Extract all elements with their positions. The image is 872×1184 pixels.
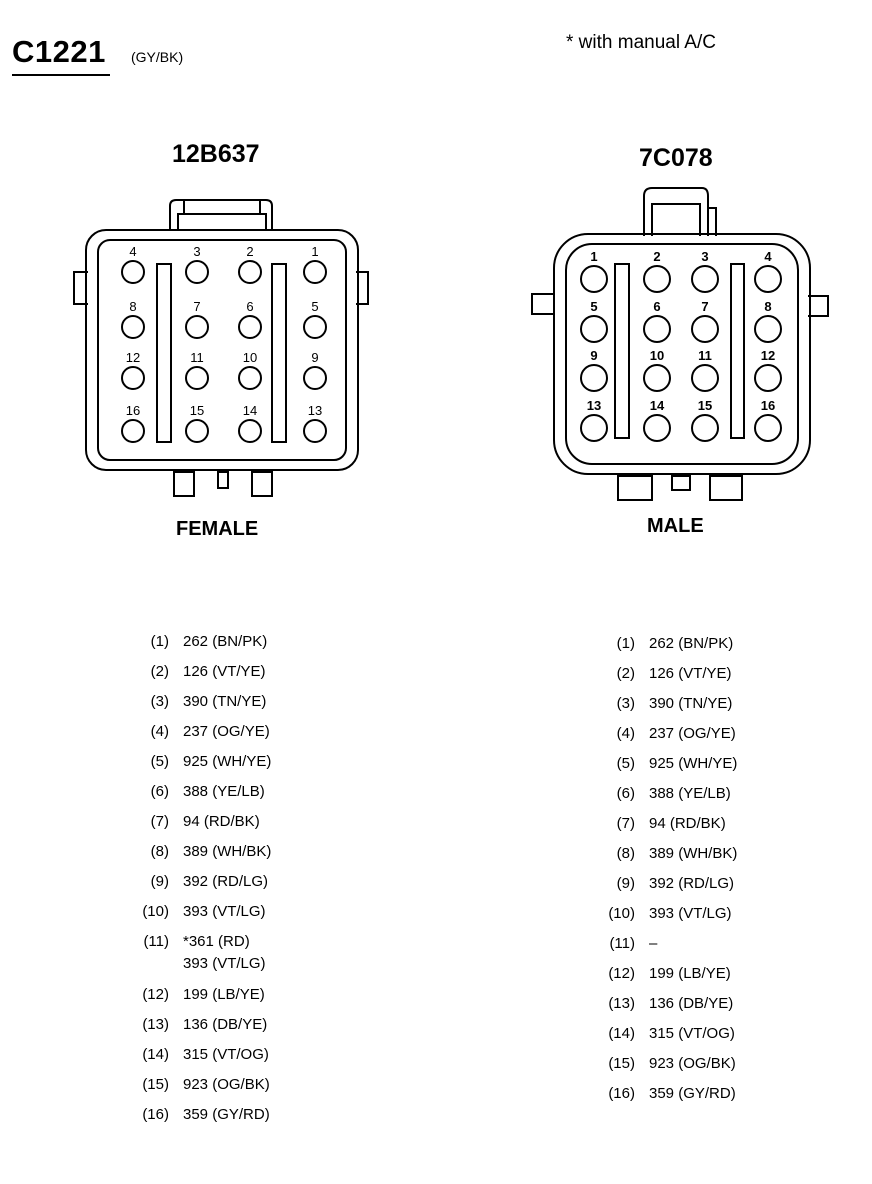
- pin-number: (9): [150, 873, 169, 890]
- male-left-ear: [532, 294, 554, 314]
- female-pin-label: 9: [311, 350, 319, 365]
- wire-circuit: [183, 661, 266, 683]
- wire-circuit: [649, 693, 732, 715]
- pin-number: (16): [142, 1106, 169, 1123]
- male-pin-cavity: [644, 415, 670, 441]
- male-pin-cavity: [581, 415, 607, 441]
- male-pin-cavity: [755, 316, 781, 342]
- male-pin-cavity: [581, 316, 607, 342]
- wire-circuit-line: 923 (OG/BK): [183, 1076, 270, 1093]
- pin-number: (16): [608, 1085, 635, 1102]
- wire-circuit: [649, 933, 657, 955]
- male-pin-label: 15: [697, 398, 713, 413]
- connector-color: (GY/BK): [131, 49, 184, 65]
- male-pin-label: 10: [649, 348, 665, 363]
- wire-circuit: [649, 903, 732, 925]
- female-pin-label: 16: [125, 403, 141, 418]
- pin-number: (14): [608, 1025, 635, 1042]
- wire-circuit-line: 388 (YE/LB): [183, 783, 265, 800]
- wire-circuit: [649, 993, 733, 1015]
- male-pin-cavity: [644, 266, 670, 292]
- male-pin-label: 7: [701, 299, 709, 314]
- female-pin-label: 4: [129, 244, 137, 259]
- wire-circuit: [649, 753, 737, 775]
- male-pin-label: 9: [590, 348, 598, 363]
- male-pin-label: 11: [698, 348, 712, 363]
- wire-circuit: [183, 751, 271, 773]
- wire-circuit: [183, 721, 270, 743]
- male-pin-cavity: [755, 365, 781, 391]
- connector-id: C1221: [12, 34, 106, 69]
- pin-number: (6): [150, 783, 169, 800]
- wire-circuit-line: 389 (WH/BK): [183, 843, 272, 860]
- wire-circuit-line: 923 (OG/BK): [649, 1055, 736, 1072]
- male-pin-label: 5: [590, 299, 598, 314]
- pin-number: (12): [608, 965, 635, 982]
- female-pin-label: 11: [190, 350, 204, 365]
- pin-number: (5): [150, 753, 169, 770]
- left-part-number: 12B637: [172, 140, 260, 168]
- wire-circuit-line: 136 (DB/YE): [649, 995, 734, 1012]
- wire-circuit-line: 359 (GY/RD): [649, 1085, 736, 1102]
- male-pin-label: 6: [653, 299, 661, 314]
- male-separator-left: [615, 264, 629, 438]
- wire-circuit-line: 126 (VT/YE): [649, 665, 732, 682]
- male-pin-label: 2: [653, 249, 661, 264]
- pin-number: (3): [150, 693, 169, 710]
- footnote: * with manual A/C: [566, 32, 716, 53]
- wire-circuit-line: 262 (BN/PK): [649, 635, 734, 652]
- pin-number: (12): [142, 986, 169, 1003]
- female-pin-label: 12: [125, 350, 141, 365]
- female-pin-label: 2: [246, 244, 254, 259]
- male-bottom-tab-left: [618, 476, 652, 500]
- male-pin-label: 3: [701, 249, 709, 264]
- male-separator-right: [731, 264, 744, 438]
- wire-circuit-line: 393 (VT/LG): [649, 905, 732, 922]
- female-pin-label: 6: [246, 299, 254, 314]
- pin-number: (1): [150, 633, 169, 650]
- pin-number: (7): [616, 815, 635, 832]
- male-pin-label: 8: [764, 299, 772, 314]
- pin-number: (9): [616, 875, 635, 892]
- male-pin-label: 13: [586, 398, 602, 413]
- wire-circuit: [183, 1074, 270, 1096]
- male-pin-cavity: [692, 316, 718, 342]
- male-pin-label: 12: [760, 348, 776, 363]
- wire-circuit-line: –: [649, 935, 658, 952]
- male-latch-inner: [652, 204, 700, 236]
- wire-circuit: [183, 1104, 270, 1126]
- wire-circuit: [649, 873, 734, 895]
- wire-circuit: [649, 843, 737, 865]
- wire-circuit: [649, 663, 732, 685]
- wire-circuit-line: 393 (VT/LG): [183, 955, 266, 972]
- pin-number: (11): [609, 935, 635, 952]
- wire-circuit-line: 925 (WH/YE): [183, 753, 272, 770]
- wire-circuit-line: 136 (DB/YE): [183, 1016, 268, 1033]
- pin-number: (2): [616, 665, 635, 682]
- wire-circuit-line: 237 (OG/YE): [649, 725, 736, 742]
- right-part-number: 7C078: [639, 144, 713, 172]
- female-pin-label: 1: [311, 244, 319, 259]
- wire-circuit: [649, 1023, 735, 1045]
- male-pin-label: 4: [764, 249, 772, 264]
- female-pin-label: 15: [189, 403, 205, 418]
- male-pin-cavity: [755, 415, 781, 441]
- pin-number: (10): [608, 905, 635, 922]
- male-pin-cavity: [644, 316, 670, 342]
- wire-circuit-line: 925 (WH/YE): [649, 755, 738, 772]
- wire-circuit: [649, 1083, 736, 1105]
- wire-circuit: [183, 901, 266, 923]
- pin-number: (8): [616, 845, 635, 862]
- wire-circuit: [183, 631, 267, 653]
- male-pin-cavity: [644, 365, 670, 391]
- pin-number: (10): [142, 903, 169, 920]
- female-pin-label: 5: [311, 299, 319, 314]
- wire-circuit: [183, 931, 266, 975]
- male-bottom-key: [672, 476, 690, 490]
- pin-number: (13): [142, 1016, 169, 1033]
- wire-circuit-line: 393 (VT/LG): [183, 903, 266, 920]
- wire-circuit: [183, 984, 265, 1006]
- wire-circuit-line: 199 (LB/YE): [649, 965, 731, 982]
- wire-circuit-line: 390 (TN/YE): [649, 695, 733, 712]
- wire-circuit: [183, 841, 271, 863]
- pin-number: (14): [142, 1046, 169, 1063]
- wire-circuit: [183, 691, 266, 713]
- wire-circuit-line: 392 (RD/LG): [183, 873, 269, 890]
- pin-number: (4): [150, 723, 169, 740]
- wire-circuit: [649, 783, 731, 805]
- wire-circuit-line: 392 (RD/LG): [649, 875, 735, 892]
- wire-circuit-line: 388 (YE/LB): [649, 785, 731, 802]
- female-pin-label: 13: [307, 403, 323, 418]
- male-pin-label: 14: [649, 398, 665, 413]
- male-pin-cavity: [692, 365, 718, 391]
- wire-circuit-line: *361 (RD): [183, 933, 250, 950]
- male-pin-label: 1: [590, 249, 598, 264]
- wire-circuit-line: 94 (RD/BK): [183, 813, 260, 830]
- wire-circuit-line: 237 (OG/YE): [183, 723, 270, 740]
- male-latch-outer: [644, 188, 708, 236]
- left-gender-label: FEMALE: [176, 518, 259, 540]
- pin-number: (15): [142, 1076, 169, 1093]
- pin-number: (15): [608, 1055, 635, 1072]
- wire-circuit: [183, 1044, 269, 1066]
- pin-number: (8): [150, 843, 169, 860]
- pin-number: (6): [616, 785, 635, 802]
- wire-circuit-line: 389 (WH/BK): [649, 845, 738, 862]
- pin-number: (7): [150, 813, 169, 830]
- female-pin-label: 14: [242, 403, 258, 418]
- male-pin-label: 16: [760, 398, 776, 413]
- pin-number: (4): [616, 725, 635, 742]
- wire-circuit: [183, 871, 268, 893]
- wire-circuit: [649, 963, 731, 985]
- pin-number: (5): [616, 755, 635, 772]
- wire-circuit: [183, 781, 265, 803]
- pin-number: (11): [143, 933, 169, 950]
- female-pin-label: 7: [193, 299, 201, 314]
- pin-number: (1): [616, 635, 635, 652]
- wire-circuit-line: 390 (TN/YE): [183, 693, 267, 710]
- wire-circuit: [183, 811, 260, 833]
- pin-number: (2): [150, 663, 169, 680]
- male-bottom-tab-right: [710, 476, 742, 500]
- female-pin-label: 3: [193, 244, 201, 259]
- male-pin-cavity: [755, 266, 781, 292]
- wire-circuit-line: 315 (VT/OG): [649, 1025, 735, 1042]
- male-pin-cavity: [692, 266, 718, 292]
- pin-number: (13): [608, 995, 635, 1012]
- female-pin-label: 10: [242, 350, 258, 365]
- pin-number: (3): [616, 695, 635, 712]
- wire-circuit: [649, 723, 736, 745]
- female-pin-label: 8: [129, 299, 137, 314]
- wire-circuit-line: 315 (VT/OG): [183, 1046, 269, 1063]
- wire-circuit-line: 199 (LB/YE): [183, 986, 265, 1003]
- male-pin-cavity: [581, 365, 607, 391]
- wire-circuit: [183, 1014, 267, 1036]
- wire-circuit: [649, 1053, 736, 1075]
- wire-circuit-line: 262 (BN/PK): [183, 633, 268, 650]
- wire-circuit: [649, 633, 733, 655]
- wire-circuit-line: 126 (VT/YE): [183, 663, 266, 680]
- right-gender-label: MALE: [647, 515, 704, 537]
- wire-circuit: [649, 813, 726, 835]
- male-pin-cavity: [581, 266, 607, 292]
- male-pin-cavity: [692, 415, 718, 441]
- wire-circuit-line: 359 (GY/RD): [183, 1106, 270, 1123]
- wire-circuit-line: 94 (RD/BK): [649, 815, 726, 832]
